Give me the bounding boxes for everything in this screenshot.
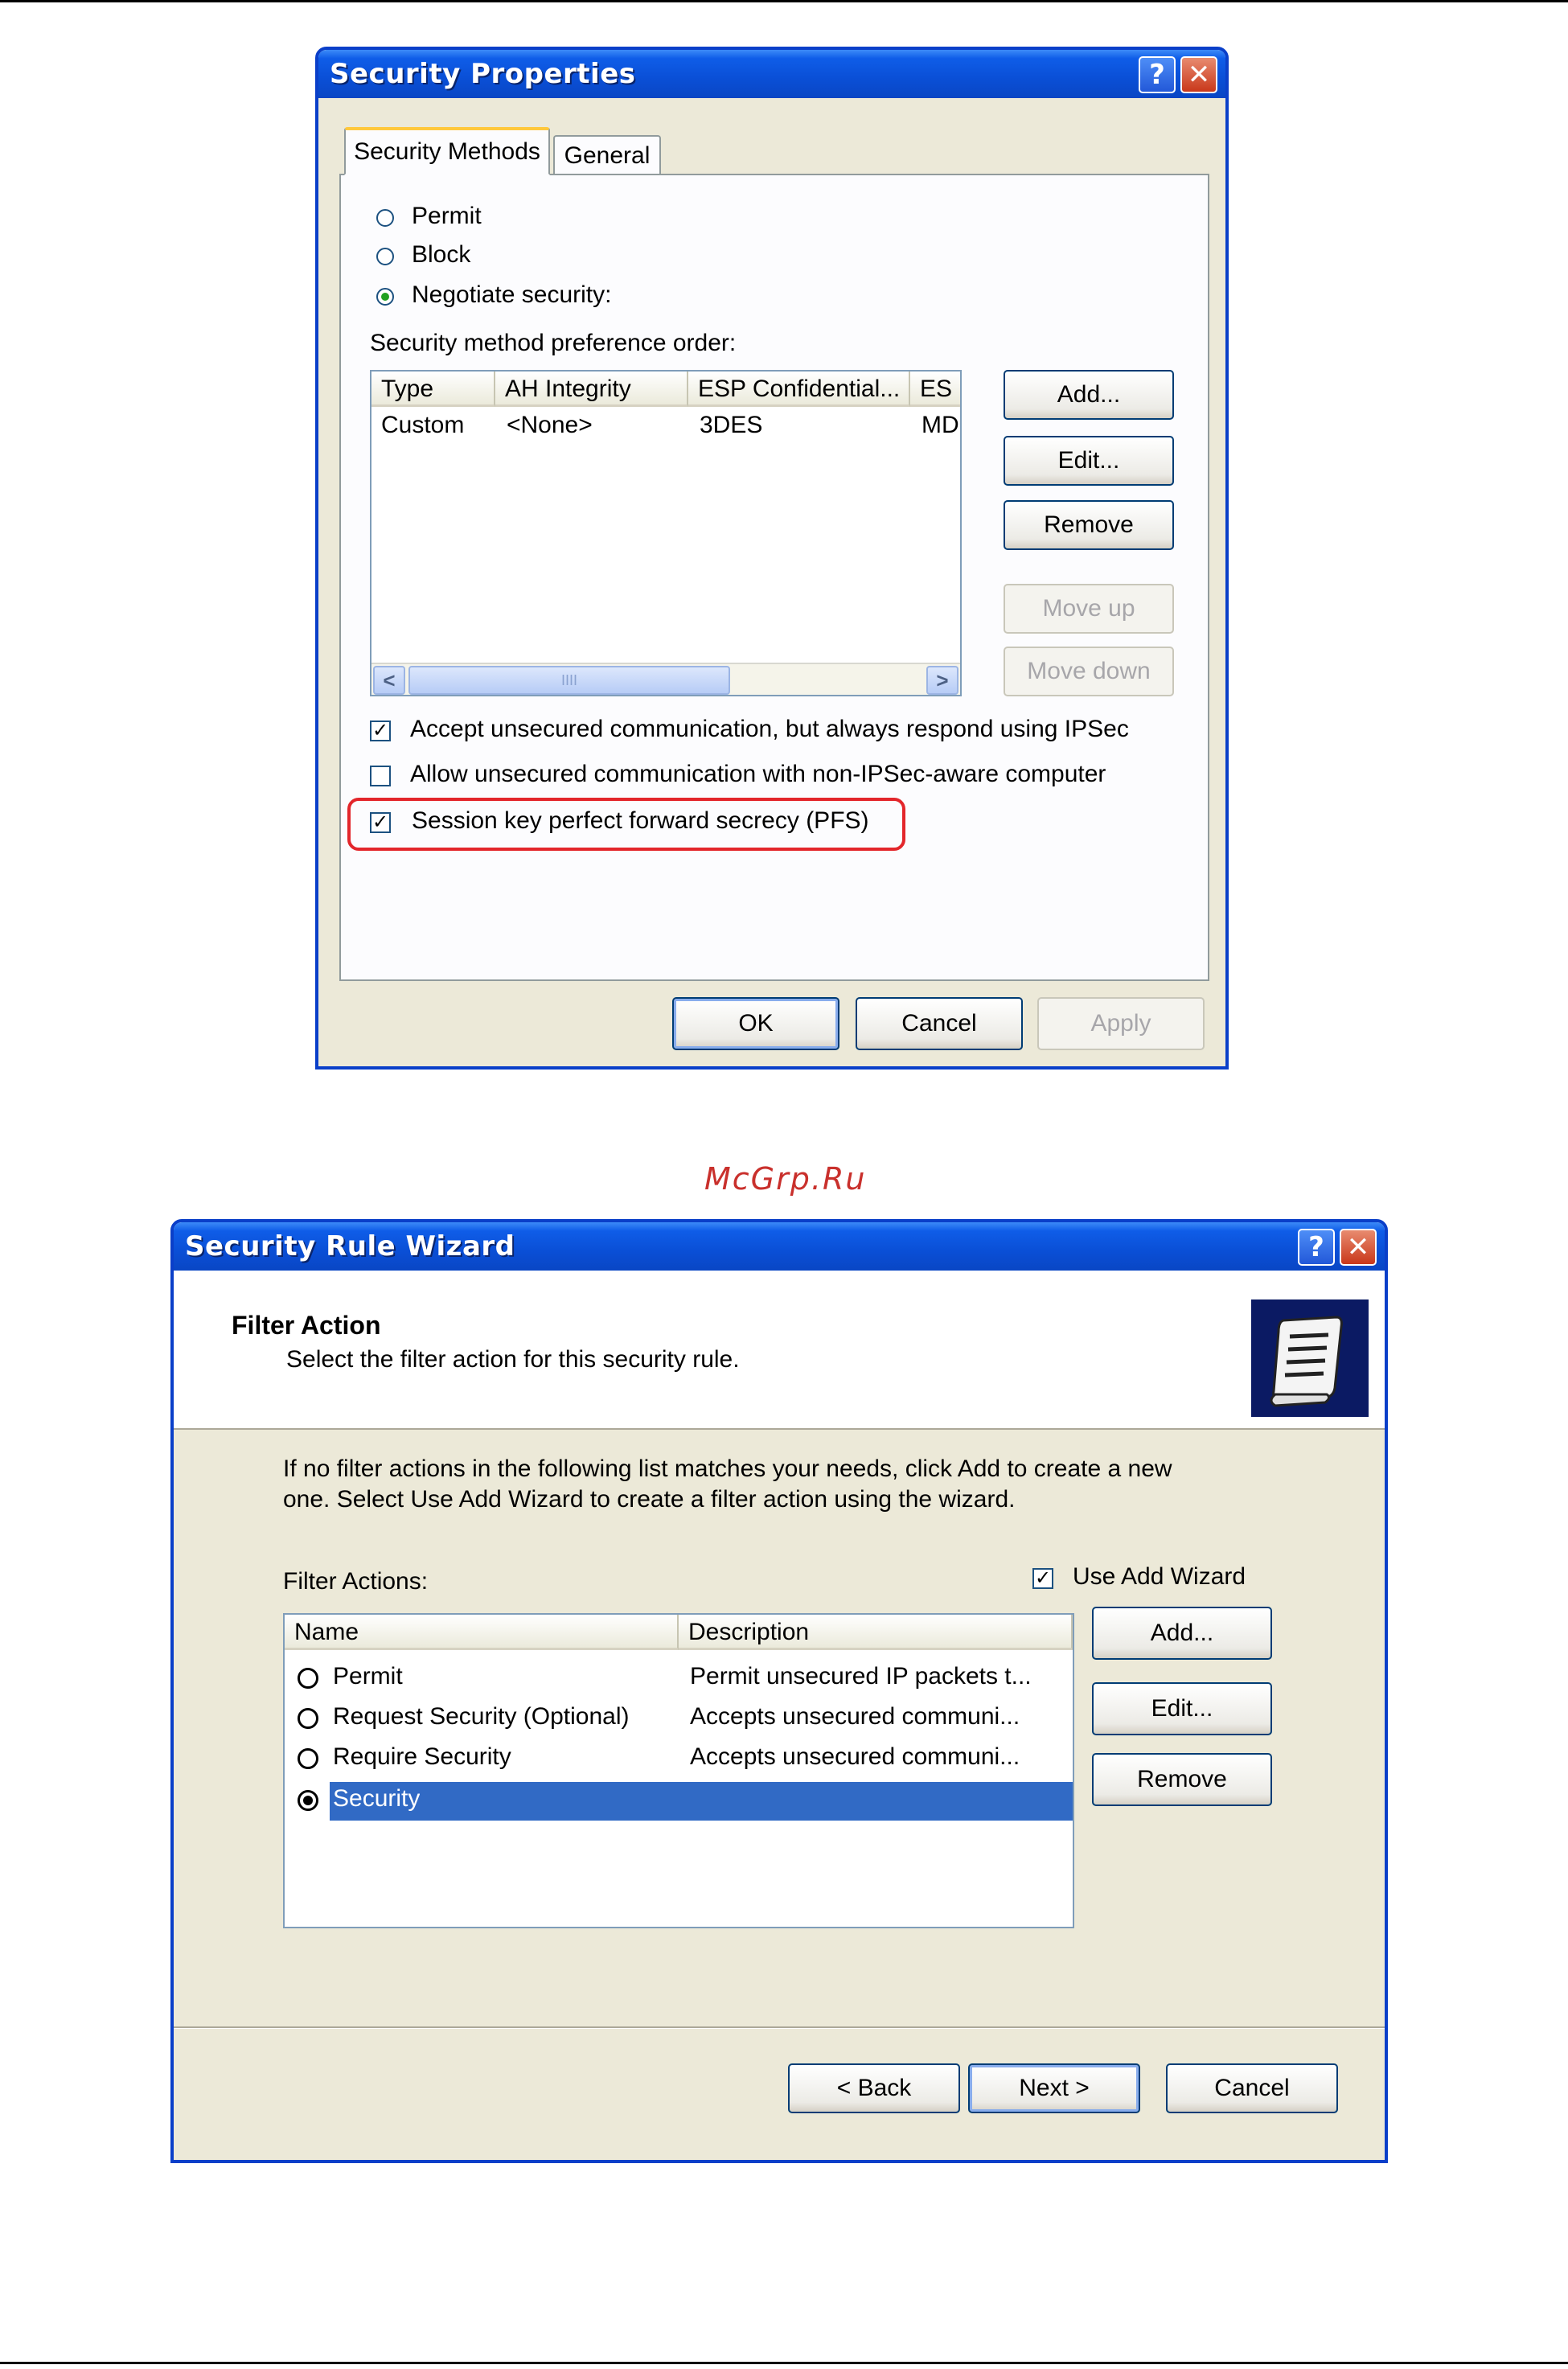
filter-actions-list[interactable]	[283, 1613, 1074, 1928]
allow-unsecured-checkbox[interactable]	[370, 766, 391, 786]
page-top-rule	[0, 0, 1568, 2]
row-require-security-name[interactable]: Require Security	[333, 1743, 511, 1770]
scroll-thumb[interactable]: IIII	[408, 666, 730, 695]
radio-permit[interactable]	[376, 209, 394, 227]
row-permit-description[interactable]: Permit unsecured IP packets t...	[690, 1663, 1032, 1690]
horizontal-scrollbar[interactable]	[371, 663, 960, 695]
list-label: Security method preference order:	[370, 330, 737, 356]
help-button[interactable]	[1139, 56, 1176, 93]
column-header-ah-integrity[interactable]: AH Integrity	[495, 372, 688, 407]
scroll-left-icon[interactable]: <	[373, 666, 405, 695]
help-icon: ?	[1149, 59, 1165, 91]
dialog-title: Security Rule Wizard	[185, 1230, 515, 1263]
edit-button[interactable]: Edit...	[1004, 436, 1174, 486]
instruction-line-2: one. Select Use Add Wizard to create a filter action using the wizard.	[283, 1486, 1016, 1513]
help-icon: ?	[1308, 1231, 1324, 1263]
row-security-radio[interactable]	[298, 1790, 318, 1811]
row-require-security-description[interactable]: Accepts unsecured communi...	[690, 1743, 1020, 1770]
cell-esp-integrity[interactable]: MD	[922, 412, 959, 438]
scroll-icon	[1251, 1299, 1369, 1417]
close-button[interactable]	[1180, 56, 1217, 93]
move-up-button[interactable]: Move up	[1004, 584, 1174, 634]
tab-general[interactable]	[553, 135, 661, 175]
tab-label: Security Methods	[354, 138, 540, 165]
allow-unsecured-label: Allow unsecured communication with non-IPSec-aware computer	[410, 761, 1106, 787]
close-button[interactable]	[1340, 1229, 1377, 1266]
next-button[interactable]: Next >	[968, 2063, 1140, 2113]
close-icon: ✕	[1187, 59, 1211, 91]
cell-ah-integrity[interactable]: <None>	[507, 412, 593, 438]
use-add-wizard-label: Use Add Wizard	[1073, 1563, 1246, 1590]
add-button[interactable]: Add...	[1092, 1607, 1272, 1660]
radio-negotiate-label: Negotiate security:	[412, 281, 612, 308]
remove-button[interactable]: Remove	[1004, 500, 1174, 550]
row-security-name[interactable]: Security	[333, 1785, 421, 1812]
selected-row-highlight[interactable]	[330, 1782, 1073, 1821]
pfs-checkbox[interactable]: ✓	[370, 812, 391, 833]
radio-block[interactable]	[376, 248, 394, 265]
security-properties-dialog	[315, 47, 1229, 1070]
edit-button[interactable]: Edit...	[1092, 1682, 1272, 1735]
row-request-security-name[interactable]: Request Security (Optional)	[333, 1703, 630, 1730]
row-request-security-description[interactable]: Accepts unsecured communi...	[690, 1703, 1020, 1730]
wizard-header-title: Filter Action	[232, 1311, 381, 1340]
security-rule-wizard-dialog	[170, 1219, 1388, 2163]
row-require-security-radio[interactable]	[298, 1748, 318, 1769]
radio-permit-label: Permit	[412, 203, 482, 229]
add-button[interactable]: Add...	[1004, 370, 1174, 420]
security-methods-list[interactable]	[370, 370, 962, 696]
filter-actions-label: Filter Actions:	[283, 1568, 429, 1595]
ok-button[interactable]: OK	[672, 997, 839, 1050]
row-request-security-radio[interactable]	[298, 1708, 318, 1729]
instruction-line-1: If no filter actions in the following list matches your needs, click Add to create a new	[283, 1455, 1172, 1482]
cell-esp-confidentiality[interactable]: 3DES	[700, 412, 763, 438]
cancel-button[interactable]: Cancel	[856, 997, 1023, 1050]
accept-unsecured-label: Accept unsecured communication, but always respond using IPSec	[410, 716, 1129, 742]
pfs-label: Session key perfect forward secrecy (PFS)	[412, 807, 869, 834]
row-permit-name[interactable]: Permit	[333, 1663, 403, 1690]
title-bar[interactable]	[174, 1222, 1385, 1271]
close-icon: ✕	[1346, 1231, 1370, 1263]
tab-security-methods[interactable]	[344, 127, 550, 175]
move-down-button[interactable]: Move down	[1004, 647, 1174, 696]
back-button[interactable]: < Back	[788, 2063, 960, 2113]
watermark: McGrp.Ru	[704, 1161, 867, 1197]
wizard-header	[174, 1271, 1385, 1430]
column-header-esp-integrity[interactable]: ES	[910, 372, 962, 407]
dialog-title: Security Properties	[330, 58, 636, 90]
column-header-description[interactable]: Description	[679, 1615, 1073, 1650]
radio-negotiate-security[interactable]	[376, 288, 394, 306]
accept-unsecured-checkbox[interactable]: ✓	[370, 721, 391, 741]
apply-button[interactable]: Apply	[1037, 997, 1205, 1050]
cell-type[interactable]: Custom	[381, 412, 465, 438]
scroll-right-icon[interactable]: >	[926, 666, 958, 695]
page-bottom-rule	[0, 2362, 1568, 2364]
use-add-wizard-checkbox[interactable]: ✓	[1032, 1568, 1053, 1589]
column-header-esp-confidentiality[interactable]: ESP Confidential...	[688, 372, 910, 407]
cancel-button[interactable]: Cancel	[1166, 2063, 1338, 2113]
column-header-type[interactable]: Type	[371, 372, 495, 407]
column-header-name[interactable]: Name	[285, 1615, 679, 1650]
help-button[interactable]	[1298, 1229, 1335, 1266]
title-bar[interactable]	[318, 50, 1225, 98]
row-permit-radio[interactable]	[298, 1668, 318, 1689]
wizard-header-subtitle: Select the filter action for this security rule.	[286, 1346, 740, 1373]
tab-label: General	[564, 142, 651, 169]
remove-button[interactable]: Remove	[1092, 1753, 1272, 1806]
footer-divider	[174, 2026, 1385, 2029]
radio-block-label: Block	[412, 241, 471, 268]
